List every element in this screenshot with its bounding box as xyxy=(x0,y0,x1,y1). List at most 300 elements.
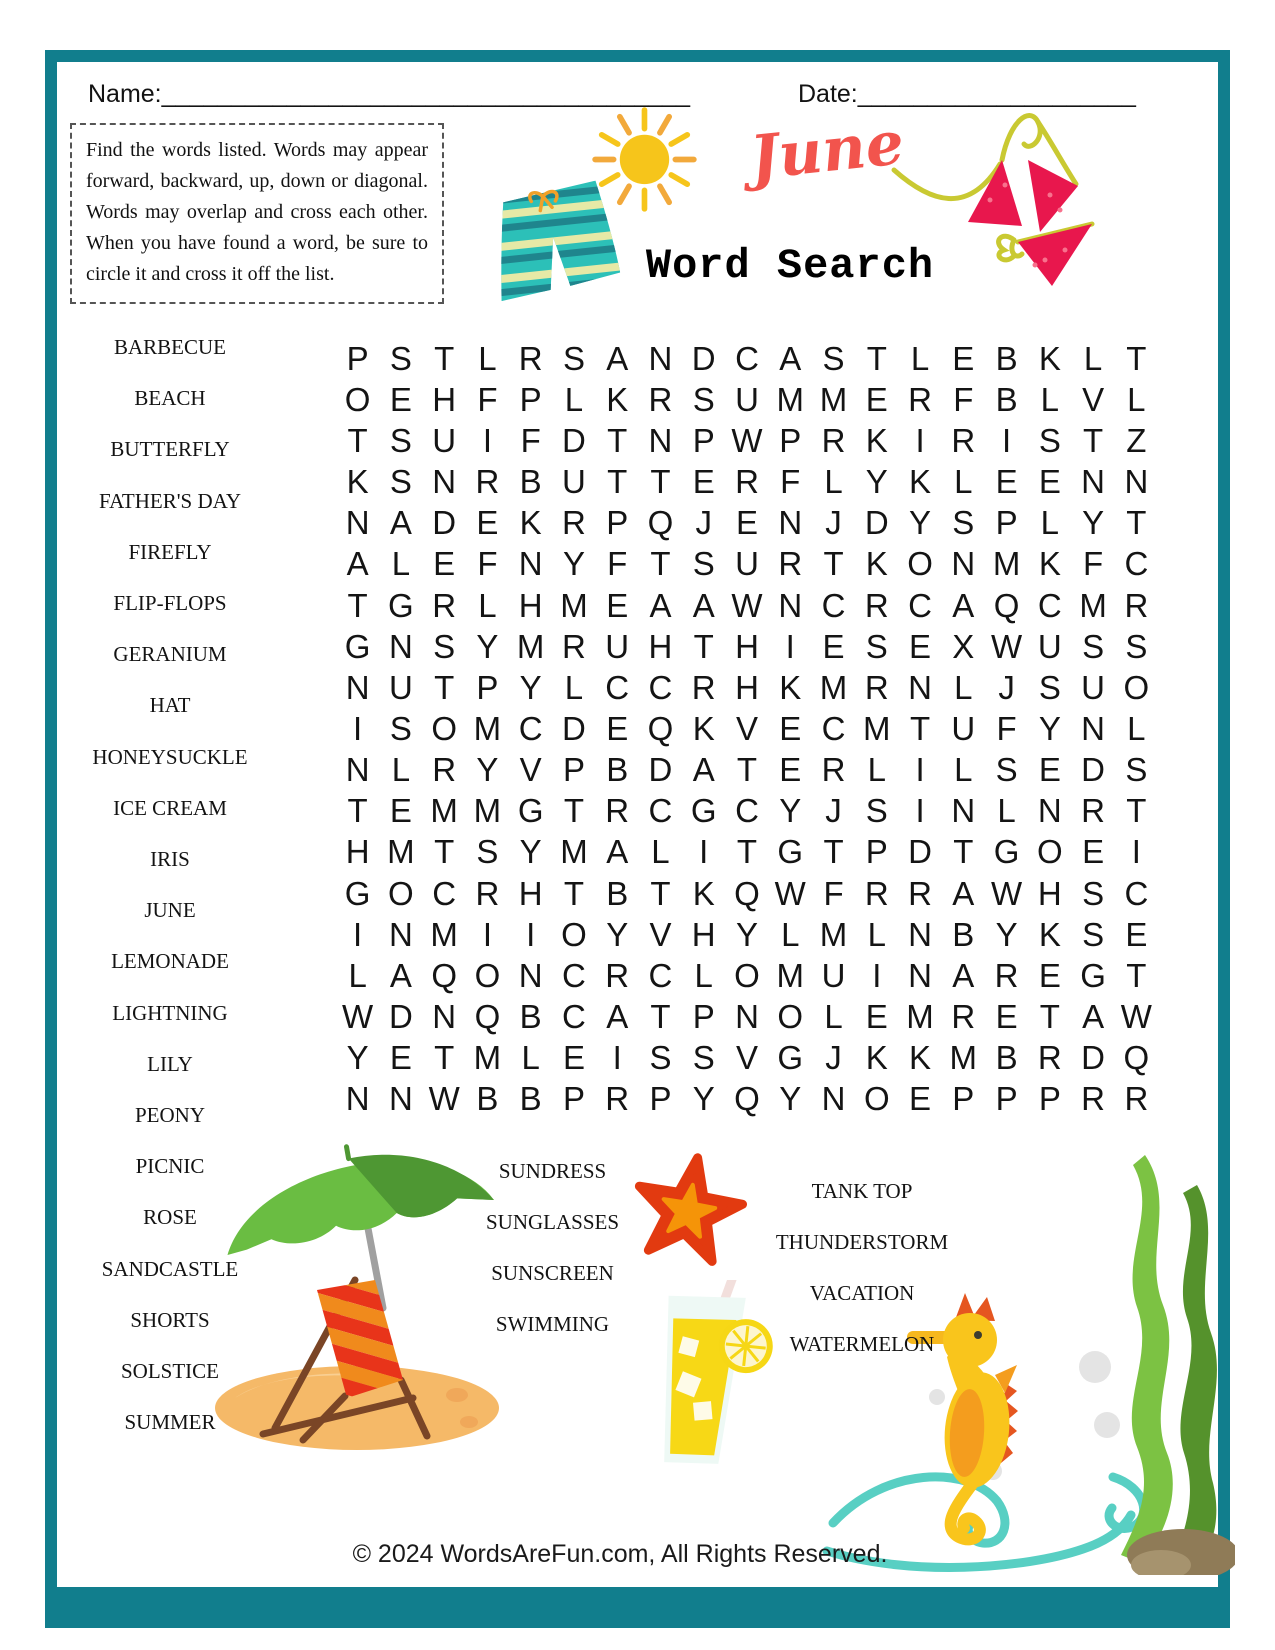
grid-cell: L xyxy=(521,1039,540,1077)
grid-cell: S xyxy=(995,751,1018,789)
copyright-text: © 2024 WordsAreFun.com, All Rights Reserved. xyxy=(352,1540,888,1568)
grid-cell: M xyxy=(473,1039,502,1077)
grid-cell: O xyxy=(907,545,933,583)
grid-cell: U xyxy=(821,956,846,994)
grid-cell: T xyxy=(1039,998,1060,1036)
grid-cell: O xyxy=(474,956,501,994)
grid-cell: I xyxy=(1001,421,1012,459)
grid-cell: E xyxy=(476,504,499,542)
grid-cell: N xyxy=(908,915,932,953)
grid-cell: K xyxy=(779,668,802,706)
grid-cell: T xyxy=(736,833,758,871)
grid-cell: N xyxy=(778,504,803,542)
grid-cell: Y xyxy=(519,668,542,706)
grid-cell: I xyxy=(612,1039,622,1077)
grid-cell: K xyxy=(1038,545,1061,583)
grid-cell: M xyxy=(1079,586,1107,624)
grid-cell: S xyxy=(1038,421,1061,459)
grid-cell: R xyxy=(1081,792,1106,830)
grid-cell: L xyxy=(564,380,584,418)
grid-cell: D xyxy=(562,421,586,459)
grid-cell: F xyxy=(520,421,541,459)
grid-cell: H xyxy=(735,627,759,665)
grid-cell: C xyxy=(1124,874,1149,912)
grid-cell: E xyxy=(779,751,802,789)
grid-cell: H xyxy=(735,668,759,706)
grid-cell: F xyxy=(477,545,498,583)
grid-cell: L xyxy=(997,792,1016,830)
grid-cell: K xyxy=(346,463,369,501)
grid-cell: I xyxy=(785,627,795,665)
word-item: HONEYSUCKLE xyxy=(92,744,248,769)
grid-cell: L xyxy=(824,463,843,501)
name-blank-line[interactable]: ______________________________________ xyxy=(161,80,690,108)
grid-cell: I xyxy=(482,421,492,459)
grid-cell: F xyxy=(607,545,628,583)
grid-cell: R xyxy=(908,380,932,418)
grid-cell: M xyxy=(473,709,502,747)
instructions-box: Find the words listed. Words may appear forward, backward, up, down or diagonal. Words may overlap and cross each other. When you have found a word, be sure to circle it and cross it off the list. xyxy=(70,123,444,304)
grid-cell: S xyxy=(1082,627,1105,665)
grid-cell: T xyxy=(693,627,714,665)
grid-cell: C xyxy=(562,998,586,1036)
grid-cell: E xyxy=(865,380,888,418)
grid-cell: L xyxy=(391,751,411,789)
grid-cell: S xyxy=(1125,751,1148,789)
word-item: LIGHTNING xyxy=(112,1000,228,1025)
grid-cell: S xyxy=(692,380,715,418)
date-label: Date: xyxy=(798,80,858,108)
grid-cell: M xyxy=(863,709,891,747)
grid-cell: B xyxy=(995,1039,1018,1077)
grid-cell: R xyxy=(648,380,673,418)
grid-cell: L xyxy=(1083,339,1103,377)
grid-cell: F xyxy=(996,709,1017,747)
grid-cell: U xyxy=(432,421,457,459)
grid-cell: S xyxy=(692,1039,715,1077)
grid-cell: G xyxy=(690,792,717,830)
grid-cell: K xyxy=(909,1039,932,1077)
grid-cell: Y xyxy=(779,1080,802,1118)
grid-cell: R xyxy=(864,668,889,706)
grid-cell: C xyxy=(605,668,630,706)
grid-cell: A xyxy=(649,586,672,624)
grid-cell: B xyxy=(519,998,542,1036)
grid-cell: P xyxy=(476,668,499,706)
grid-cell: D xyxy=(432,504,457,542)
grid-cell: T xyxy=(347,586,368,624)
name-field[interactable] xyxy=(88,80,690,109)
grid-cell: W xyxy=(774,874,806,912)
grid-cell: K xyxy=(1038,339,1061,377)
grid-cell: S xyxy=(649,1039,672,1077)
grid-cell: Y xyxy=(995,915,1018,953)
grid-cell: H xyxy=(518,874,543,912)
grid-cell: Q xyxy=(647,709,674,747)
grid-cell: N xyxy=(518,956,543,994)
grid-cell: Y xyxy=(1038,709,1061,747)
grid-cell: W xyxy=(990,874,1023,912)
grid-cell: K xyxy=(606,380,629,418)
grid-cell: Y xyxy=(519,833,542,871)
grid-cell: W xyxy=(990,627,1023,665)
grid-cell: Z xyxy=(1126,421,1147,459)
grid-cell: R xyxy=(605,956,630,994)
grid-cell: L xyxy=(1127,380,1146,418)
grid-cell: N xyxy=(821,1080,846,1118)
grid-cell: S xyxy=(952,504,975,542)
grid-cell: H xyxy=(518,586,543,624)
grid-cell: R xyxy=(864,874,889,912)
grid-cell: S xyxy=(865,792,888,830)
grid-cell: W xyxy=(342,998,374,1036)
grid-cell: T xyxy=(823,833,844,871)
grid-cell: E xyxy=(909,627,932,665)
grid-cell: I xyxy=(1131,833,1141,871)
grid-cell: N xyxy=(432,463,457,501)
grid-cell: F xyxy=(1083,545,1104,583)
grid-cell: R xyxy=(562,627,586,665)
grid-cell: R xyxy=(475,463,500,501)
swim-trunks-icon xyxy=(490,175,625,325)
grid-cell: P xyxy=(692,421,715,459)
grid-cell: E xyxy=(909,1080,932,1118)
grid-cell: T xyxy=(563,792,585,830)
grid-cell: E xyxy=(1038,956,1061,994)
grid-cell: N xyxy=(345,668,370,706)
grid-cell: T xyxy=(823,545,844,583)
grid-cell: I xyxy=(915,751,925,789)
grid-cell: G xyxy=(344,627,371,665)
grid-cell: P xyxy=(995,504,1018,542)
grid-cell: U xyxy=(735,380,759,418)
grid-cell: O xyxy=(561,915,587,953)
grid-cell: O xyxy=(431,709,457,747)
grid-cell: I xyxy=(915,792,925,830)
grid-cell: M xyxy=(776,380,804,418)
grid-cell: L xyxy=(478,339,497,377)
grid-cell: R xyxy=(994,956,1019,994)
grid-cell: Y xyxy=(1082,504,1105,542)
grid-cell: S xyxy=(1038,668,1061,706)
grid-cell: A xyxy=(389,504,412,542)
grid-cell: A xyxy=(606,998,629,1036)
grid-cell: L xyxy=(694,956,713,994)
word-item: PEONY xyxy=(134,1103,205,1128)
grid-cell: D xyxy=(908,833,932,871)
grid-cell: E xyxy=(865,998,888,1036)
grid-cell: R xyxy=(821,421,846,459)
grid-cell: G xyxy=(344,874,371,912)
grid-cell: Y xyxy=(865,463,888,501)
grid-cell: L xyxy=(1040,504,1060,542)
word-item: LILY xyxy=(147,1051,193,1076)
grid-cell: N xyxy=(951,545,976,583)
grid-cell: P xyxy=(952,1080,975,1118)
grid-cell: H xyxy=(691,915,716,953)
grid-cell: S xyxy=(389,339,412,377)
grid-cell: L xyxy=(478,586,497,624)
grid-cell: N xyxy=(648,339,673,377)
grid-cell: E xyxy=(995,463,1018,501)
grid-cell: A xyxy=(692,586,715,624)
grid-cell: E xyxy=(822,627,845,665)
grid-cell: L xyxy=(824,998,843,1036)
grid-cell: P xyxy=(779,421,802,459)
grid-cell: F xyxy=(823,874,844,912)
grid-cell: N xyxy=(735,998,759,1036)
grid-cell: M xyxy=(430,915,458,953)
grid-cell: G xyxy=(388,586,414,624)
grid-cell: B xyxy=(519,1080,542,1118)
grid-cell: T xyxy=(347,792,368,830)
grid-cell: R xyxy=(691,668,716,706)
grid-cell: O xyxy=(1037,833,1063,871)
grid-cell: C xyxy=(648,956,673,994)
grid-cell: U xyxy=(1037,627,1062,665)
grid-cell: C xyxy=(735,339,759,377)
grid-cell: X xyxy=(952,627,975,665)
word-item: WATERMELON xyxy=(789,1332,935,1356)
grid-cell: I xyxy=(353,709,363,747)
grid-cell: N xyxy=(432,998,457,1036)
grid-cell: R xyxy=(605,1080,630,1118)
word-item: SOLSTICE xyxy=(120,1359,219,1384)
word-item: SUMMER xyxy=(124,1410,216,1435)
grid-cell: T xyxy=(736,751,758,789)
grid-cell: R xyxy=(908,874,932,912)
grid-cell: W xyxy=(428,1080,460,1118)
grid-cell: A xyxy=(389,956,412,994)
grid-cell: T xyxy=(1126,792,1147,830)
grid-cell: P xyxy=(606,504,629,542)
word-item: IRIS xyxy=(150,847,190,872)
seaweed-icon xyxy=(1171,1185,1217,1571)
grid-cell: S xyxy=(389,709,412,747)
grid-cell: M xyxy=(560,833,588,871)
grid-cell: C xyxy=(648,792,673,830)
grid-cell: E xyxy=(779,709,802,747)
grid-cell: A xyxy=(692,751,715,789)
grid-cell: Y xyxy=(692,1080,715,1118)
grid-cell: C xyxy=(1037,586,1062,624)
grid-cell: M xyxy=(560,586,588,624)
grid-cell: O xyxy=(777,998,804,1036)
grid-cell: U xyxy=(1081,668,1106,706)
grid-cell: W xyxy=(1120,998,1152,1036)
grid-cell: P xyxy=(1038,1080,1061,1118)
word-item: HAT xyxy=(149,693,191,718)
grid-cell: L xyxy=(564,668,584,706)
grid-cell: F xyxy=(953,380,974,418)
grid-cell: R xyxy=(475,874,500,912)
grid-cell: T xyxy=(434,339,455,377)
word-item: ROSE xyxy=(143,1205,197,1230)
grid-cell: G xyxy=(993,833,1020,871)
grid-cell: T xyxy=(347,421,368,459)
grid-cell: Y xyxy=(779,792,802,830)
grid-cell: P xyxy=(562,1080,585,1118)
grid-cell: L xyxy=(1127,709,1146,747)
grid-cell: E xyxy=(735,504,758,542)
grid-cell: Q xyxy=(993,586,1020,624)
grid-cell: Y xyxy=(562,545,585,583)
grid-cell: D xyxy=(1081,751,1106,789)
grid-cell: L xyxy=(910,339,930,377)
grid-cell: T xyxy=(650,998,671,1036)
word-item: FLIP-FLOPS xyxy=(113,591,227,616)
grid-cell: V xyxy=(519,751,542,789)
grid-cell: L xyxy=(954,668,973,706)
grid-cell: M xyxy=(473,792,502,830)
grid-cell: L xyxy=(781,915,800,953)
grid-cell: K xyxy=(692,709,715,747)
grid-cell: K xyxy=(865,545,888,583)
page-title: Word Search xyxy=(645,242,935,290)
grid-cell: S xyxy=(692,545,715,583)
grid-cell: J xyxy=(998,668,1015,706)
grid-cell: K xyxy=(1038,915,1061,953)
grid-cell: A xyxy=(606,833,629,871)
grid-cell: U xyxy=(951,709,976,747)
grid-cell: T xyxy=(1126,504,1147,542)
grid-cell: R xyxy=(1081,1080,1106,1118)
grid-cell: T xyxy=(953,833,974,871)
date-field[interactable] xyxy=(798,80,1136,109)
grid-cell: B xyxy=(606,751,629,789)
grid-cell: V xyxy=(1082,380,1105,418)
grid-cell: B xyxy=(476,1080,499,1118)
word-item: ICE CREAM xyxy=(113,795,227,820)
grid-cell: M xyxy=(387,833,415,871)
grid-cell: C xyxy=(908,586,932,624)
grid-cell: V xyxy=(649,915,672,953)
grid-cell: Q xyxy=(1123,1039,1150,1077)
grid-cell: N xyxy=(1081,709,1106,747)
grid-cell: Q xyxy=(474,998,501,1036)
grid-cell: J xyxy=(825,792,842,830)
grid-cell: A xyxy=(952,874,975,912)
word-item: BARBECUE xyxy=(113,335,226,359)
word-list-right xyxy=(732,1166,992,1370)
grid-cell: B xyxy=(995,380,1018,418)
grid-cell: C xyxy=(735,792,759,830)
grid-cell: E xyxy=(389,380,412,418)
grid-cell: B xyxy=(995,339,1018,377)
grid-cell: N xyxy=(1037,792,1062,830)
month-title: June xyxy=(746,108,908,194)
grid-cell: I xyxy=(699,833,709,871)
grid-cell: W xyxy=(731,586,763,624)
grid-cell: V xyxy=(735,1039,758,1077)
grid-cell: C xyxy=(821,709,846,747)
grid-cell: A xyxy=(346,545,369,583)
grid-cell: B xyxy=(606,874,629,912)
word-item: SUNGLASSES xyxy=(485,1210,620,1234)
grid-cell: L xyxy=(391,545,411,583)
grid-cell: U xyxy=(735,545,759,583)
word-item: BUTTERFLY xyxy=(110,437,230,462)
word-item: FIREFLY xyxy=(128,539,212,564)
grid-cell: V xyxy=(735,709,758,747)
grid-cell: W xyxy=(731,421,763,459)
grid-cell: H xyxy=(345,833,370,871)
grid-cell: M xyxy=(516,627,545,665)
grid-cell: O xyxy=(863,1080,890,1118)
grid-cell: T xyxy=(563,874,585,912)
grid-cell: P xyxy=(692,998,715,1036)
grid-cell: R xyxy=(518,339,543,377)
grid-cell: R xyxy=(432,586,457,624)
grid-cell: D xyxy=(562,709,586,747)
date-blank-line[interactable]: ____________________ xyxy=(857,80,1136,108)
grid-cell: C xyxy=(518,709,543,747)
grid-cell: G xyxy=(777,833,804,871)
grid-cell: S xyxy=(1125,627,1148,665)
grid-cell: T xyxy=(1126,339,1147,377)
grid-cell: R xyxy=(432,751,457,789)
grid-cell: L xyxy=(651,833,670,871)
grid-cell: N xyxy=(778,586,803,624)
grid-cell: M xyxy=(992,545,1021,583)
grid-cell: L xyxy=(867,915,886,953)
grid-cell: O xyxy=(734,956,760,994)
grid-cell: L xyxy=(867,751,886,789)
grid-cell: N xyxy=(388,627,413,665)
grid-cell: E xyxy=(606,586,629,624)
grid-cell: K xyxy=(865,1039,888,1077)
grid-cell: P xyxy=(865,833,888,871)
grid-cell: D xyxy=(648,751,673,789)
grid-cell: Y xyxy=(346,1039,369,1077)
word-item: SUNSCREEN xyxy=(491,1261,614,1285)
word-item: FATHER'S DAY xyxy=(98,488,242,513)
grid-cell: A xyxy=(952,586,975,624)
grid-cell: T xyxy=(650,545,671,583)
grid-cell: R xyxy=(821,751,846,789)
grid-cell: I xyxy=(353,915,363,953)
word-item: SWIMMING xyxy=(495,1312,610,1336)
grid-cell: E xyxy=(1125,915,1148,953)
grid-cell: S xyxy=(822,339,845,377)
grid-cell: O xyxy=(388,874,414,912)
grid-cell: E xyxy=(389,1039,412,1077)
grid-cell: K xyxy=(865,421,888,459)
word-item: TANK TOP xyxy=(811,1179,913,1203)
grid-cell: P xyxy=(519,380,542,418)
word-item: LEMONADE xyxy=(111,949,229,974)
grid-cell: M xyxy=(430,792,458,830)
grid-cell: T xyxy=(434,833,455,871)
grid-cell: R xyxy=(1037,1039,1062,1077)
grid-cell: R xyxy=(778,545,803,583)
grid-cell: E xyxy=(1082,833,1105,871)
grid-cell: N xyxy=(345,1080,370,1118)
grid-cell: U xyxy=(605,627,630,665)
grid-cell: Q xyxy=(431,956,457,994)
word-item: THUNDERSTORM xyxy=(775,1230,949,1254)
puzzle-grid xyxy=(336,338,1158,1120)
grid-cell: E xyxy=(1038,751,1061,789)
grid-cell: M xyxy=(819,915,848,953)
word-item: SHORTS xyxy=(130,1307,210,1332)
grid-cell: J xyxy=(695,504,712,542)
grid-cell: T xyxy=(650,463,671,501)
grid-cell: E xyxy=(389,792,412,830)
grid-cell: I xyxy=(915,421,925,459)
grid-cell: Q xyxy=(647,504,674,542)
grid-cell: T xyxy=(650,874,671,912)
